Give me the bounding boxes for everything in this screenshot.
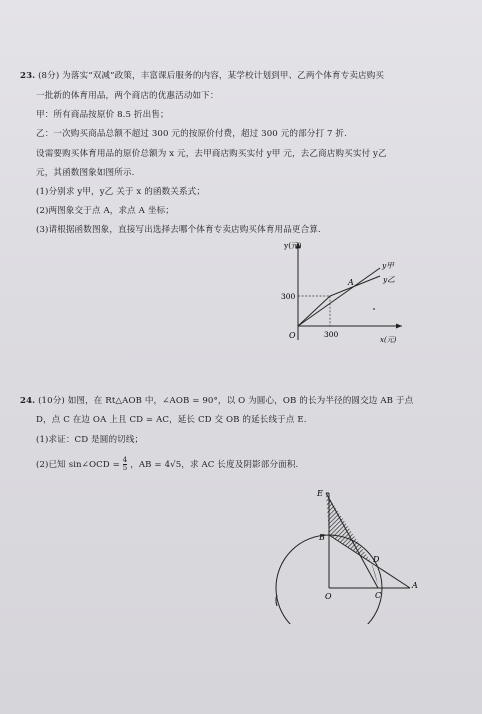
label-d: D [373, 555, 380, 564]
q24-line2: D，点 C 在边 OA 上且 CD = AC，延长 CD 交 OB 的延长线于点 E. [36, 415, 307, 425]
label-e: E [317, 489, 323, 498]
q24-part2-text-b: ，AB = 4√5，求 AC 长度及阴影部分面积. [130, 460, 299, 470]
x-axis-label: x(元) [380, 336, 397, 344]
q23-part3: (3)请根据函数图象，直接写出选择去哪个体育专卖店购买体育用品更合算. [36, 225, 321, 235]
pencil-mark [276, 595, 277, 606]
x-axis-arrow [396, 324, 402, 329]
q23-line3: 甲：所有商品按原价 8.5 折出售； [36, 110, 169, 120]
q23-line5: 设需要购买体育用品的原价总额为 x 元，去甲商店购买实付 y甲 元，去乙商店购买实付 y乙 [36, 149, 387, 159]
q23-line2: 一批新的体育用品，两个商店的优惠活动如下： [36, 91, 219, 101]
q24-part1: (1)求证：CD 是圆的切线； [36, 435, 144, 445]
x-tick-label: 300 [324, 330, 339, 339]
line-y-yi [298, 276, 380, 326]
q23-text1: 为落实“双减”政策，丰富课后服务的内容，某学校计划到甲、乙两个体育专卖店购买 [62, 71, 385, 81]
q23-function-graph [262, 236, 412, 348]
fraction-numerator: 4 [122, 456, 128, 464]
y-tick-label: 300 [281, 292, 296, 301]
q23-number: 23. [20, 71, 36, 81]
q24-part2-text-a: (2)已知 sin∠OCD = [36, 460, 120, 470]
origin-label: O [289, 331, 296, 340]
sine-fraction [123, 457, 128, 472]
q23-line1 [20, 71, 384, 82]
q23-part1: (1)分别求 y甲，y乙 关于 x 的函数关系式； [36, 187, 206, 197]
label-a: A [412, 581, 418, 590]
q24-score: (10分) [38, 396, 65, 406]
line-y-yi-label: y乙 [383, 275, 395, 284]
shaded-region-top [326, 493, 371, 562]
stray-mark [373, 308, 375, 310]
line-y-jia-label: y甲 [382, 261, 394, 270]
q23-line6: 元，其函数图象如图所示. [36, 168, 135, 178]
q24-text1: 如图，在 Rt△AOB 中，∠AOB = 90°，以 O 为圆心，OB 的长为半径的圆交边 AB 于点 [67, 396, 414, 406]
segment-ec [326, 493, 378, 588]
fraction-denominator: 5 [122, 464, 128, 472]
label-b: B [319, 533, 325, 542]
q24-number: 24. [20, 396, 36, 406]
q23-part2: (2)两图象交于点 A，求点 A 坐标； [36, 206, 174, 216]
point-a-label: A [348, 278, 354, 287]
label-o: O [325, 592, 332, 601]
line-y-jia [298, 268, 380, 326]
q24-part2 [36, 457, 298, 473]
y-axis-label: y(元) [284, 241, 302, 250]
q24-geometry-figure [262, 480, 424, 624]
q23-score: (8分) [38, 71, 60, 81]
label-c: C [375, 591, 382, 600]
segment-ba [329, 535, 410, 588]
q24-line1 [20, 396, 413, 407]
q23-line4: 乙：一次购买商品总额不超过 300 元的按原价付费，超过 300 元的部分打 7 折. [36, 129, 347, 139]
